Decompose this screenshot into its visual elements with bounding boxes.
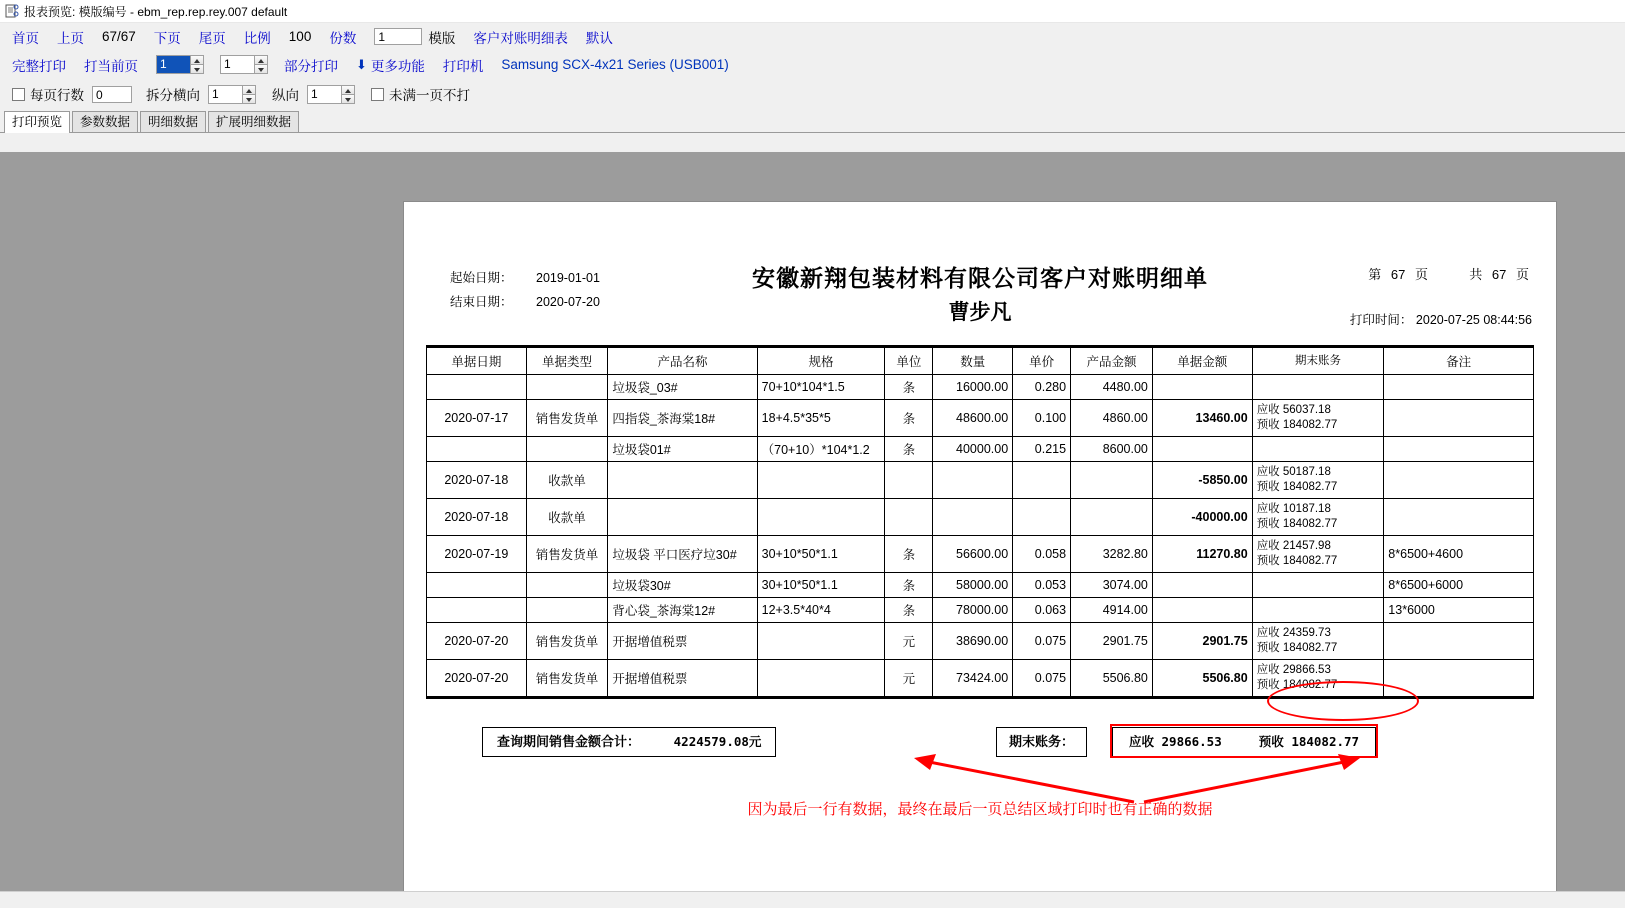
cell-unit: 条	[885, 400, 933, 437]
last-page-button[interactable]: 尾页	[198, 30, 226, 46]
col-date: 单据日期	[427, 347, 527, 375]
col-qty: 数量	[933, 347, 1013, 375]
report-page	[404, 202, 1556, 908]
cell-product: 垃圾袋 平口医疗垃30#	[608, 536, 757, 573]
cell-unit: 条	[885, 573, 933, 598]
col-price: 单价	[1013, 347, 1071, 375]
cell-qty	[933, 499, 1013, 536]
cell-amount: 8600.00	[1071, 437, 1153, 462]
cell-qty: 58000.00	[933, 573, 1013, 598]
cell-product: 垃圾袋30#	[608, 573, 757, 598]
col-product: 产品名称	[608, 347, 757, 375]
first-page-button[interactable]: 首页	[12, 30, 39, 46]
report-table	[426, 345, 1534, 699]
cell-price: 0.075	[1013, 660, 1071, 698]
cell-amount: 3074.00	[1071, 573, 1153, 598]
cell-doc-type: 销售发货单	[526, 536, 608, 573]
col-spec: 规格	[757, 347, 885, 375]
table-row	[427, 437, 1534, 462]
cell-date	[427, 598, 527, 623]
cell-balance	[1252, 499, 1384, 536]
tab-bar	[0, 109, 1625, 133]
no-print-partial-checkbox[interactable]	[371, 84, 470, 104]
cell-note: 13*6000	[1384, 598, 1534, 623]
cell-balance	[1252, 375, 1384, 400]
cell-doc-type	[526, 598, 608, 623]
cell-note: 8*6500+4600	[1384, 536, 1534, 573]
balance-receivable: 应收 24359.73	[1256, 627, 1331, 639]
cell-balance	[1252, 437, 1384, 462]
tab-extended-detail-data[interactable]: 扩展明细数据	[208, 111, 299, 132]
cell-amount: 4480.00	[1071, 375, 1153, 400]
cell-amount	[1071, 499, 1153, 536]
cell-doc-amount: -40000.00	[1152, 499, 1252, 536]
cell-doc-amount	[1152, 437, 1252, 462]
cell-qty: 48600.00	[933, 400, 1013, 437]
table-row	[427, 499, 1534, 536]
cell-qty: 56600.00	[933, 536, 1013, 573]
cell-note	[1384, 623, 1534, 660]
end-date-label: 结束日期：	[450, 295, 513, 309]
prev-page-button[interactable]: 上页	[57, 30, 84, 46]
cell-doc-amount: 5506.80	[1152, 660, 1252, 698]
col-doc-amount: 单据金额	[1152, 347, 1252, 375]
template-label: 模版	[428, 30, 456, 46]
template-default[interactable]: 默认	[585, 30, 613, 46]
vertical-stepper[interactable]	[307, 85, 355, 104]
closing-prepaid: 预收 184082.77	[1258, 734, 1360, 749]
cell-unit	[885, 499, 933, 536]
cell-doc-amount: 13460.00	[1152, 400, 1252, 437]
range-from-down-icon[interactable]	[190, 64, 204, 74]
no-print-partial-label: 未满一页不打	[389, 88, 470, 103]
balance-receivable: 应收 21457.98	[1256, 540, 1331, 552]
table-row	[427, 536, 1534, 573]
cell-price	[1013, 462, 1071, 499]
cell-product: 四指袋_茶海棠18#	[608, 400, 757, 437]
total-pages: 67	[1491, 267, 1507, 282]
cell-price	[1013, 499, 1071, 536]
start-date-label: 起始日期：	[450, 271, 513, 285]
horizontal-scrollbar[interactable]	[0, 891, 1625, 908]
range-to-spin-buttons[interactable]	[254, 55, 268, 74]
cell-product: 垃圾袋_03#	[608, 375, 757, 400]
rows-per-page-checkbox[interactable]	[12, 84, 84, 104]
end-date-value: 2020-07-20	[536, 295, 600, 309]
cell-amount: 4914.00	[1071, 598, 1153, 623]
cell-doc-amount: 11270.80	[1152, 536, 1252, 573]
print-time-block	[1350, 310, 1532, 328]
col-balance: 期末账务	[1252, 347, 1384, 375]
page-prefix: 第	[1368, 267, 1382, 282]
cell-spec: 12+3.5*40*4	[757, 598, 885, 623]
print-current-page-button[interactable]: 打当前页	[84, 58, 138, 74]
cell-unit: 条	[885, 437, 933, 462]
closing-balance-label: 期末账务：	[996, 727, 1087, 757]
table-row	[427, 400, 1534, 437]
cell-product	[608, 499, 757, 536]
cell-date: 2020-07-20	[427, 623, 527, 660]
cell-qty: 38690.00	[933, 623, 1013, 660]
cell-spec: 70+10*104*1.5	[757, 375, 885, 400]
balance-prepaid: 预收 184082.77	[1256, 481, 1338, 493]
cell-date: 2020-07-20	[427, 660, 527, 698]
cell-doc-type	[526, 375, 608, 400]
window-title: 报表预览: 模版编号 - ebm_rep.rep.rey.007 default	[24, 4, 288, 19]
balance-prepaid: 预收 184082.77	[1256, 642, 1338, 654]
split-horizontal-label: 拆分横向	[146, 88, 200, 103]
cell-spec	[757, 462, 885, 499]
cell-note	[1384, 437, 1534, 462]
cell-amount	[1071, 462, 1153, 499]
cell-price: 0.280	[1013, 375, 1071, 400]
range-from-up-icon[interactable]	[190, 55, 204, 64]
scale-label: 比例	[243, 30, 271, 46]
cell-unit: 条	[885, 375, 933, 400]
cell-product: 开据增值税票	[608, 660, 757, 698]
cell-price: 0.063	[1013, 598, 1071, 623]
navigation-toolbar	[0, 23, 1625, 50]
cell-unit	[885, 462, 933, 499]
table-row	[427, 623, 1534, 660]
scale-value[interactable]: 100	[288, 29, 312, 44]
vertical-label: 纵向	[272, 88, 299, 103]
cell-qty: 16000.00	[933, 375, 1013, 400]
cell-amount: 2901.75	[1071, 623, 1153, 660]
cell-note	[1384, 499, 1534, 536]
total-prefix: 共	[1469, 267, 1483, 282]
balance-prepaid: 预收 184082.77	[1256, 679, 1338, 691]
table-row	[427, 598, 1534, 623]
total-unit: 页	[1515, 267, 1529, 282]
layout-toolbar	[0, 79, 1625, 109]
cell-price: 0.058	[1013, 536, 1071, 573]
col-unit: 单位	[885, 347, 933, 375]
tab-print-preview[interactable]: 打印预览	[4, 111, 70, 133]
vertical-up-icon[interactable]	[341, 85, 355, 94]
cell-doc-type	[526, 437, 608, 462]
template-name[interactable]: 客户对账明细表	[473, 30, 568, 46]
cell-balance	[1252, 400, 1384, 437]
cell-spec	[757, 660, 885, 698]
more-functions-button[interactable]: 更多功能	[370, 58, 425, 74]
cell-doc-amount	[1152, 573, 1252, 598]
print-time-value: 2020-07-25 08:44:56	[1415, 313, 1532, 327]
annotation-text: 因为最后一行有数据，最终在最后一页总结区域打印时也有正确的数据	[747, 801, 1213, 818]
cell-doc-type: 销售发货单	[526, 660, 608, 698]
cell-price: 0.075	[1013, 623, 1071, 660]
balance-prepaid: 预收 184082.77	[1256, 518, 1338, 530]
table-row	[427, 375, 1534, 400]
cell-unit: 条	[885, 536, 933, 573]
sales-total-value: 4224579.08元	[673, 734, 762, 749]
table-row	[427, 462, 1534, 499]
cell-date	[427, 573, 527, 598]
cell-spec: 30+10*50*1.1	[757, 573, 885, 598]
rows-per-page-input[interactable]: 0	[92, 86, 132, 103]
cell-qty: 73424.00	[933, 660, 1013, 698]
cell-qty	[933, 462, 1013, 499]
printer-name[interactable]: Samsung SCX-4x21 Series (USB001)	[501, 57, 729, 72]
table-header-row	[427, 347, 1534, 375]
cell-doc-type: 收款单	[526, 499, 608, 536]
cell-balance	[1252, 623, 1384, 660]
cell-date: 2020-07-17	[427, 400, 527, 437]
cell-qty: 40000.00	[933, 437, 1013, 462]
tab-detail-data[interactable]: 明细数据	[140, 111, 206, 132]
document-title: 安徽新翔包装材料有限公司客户对账明细单	[752, 265, 1208, 292]
sales-total-box	[482, 727, 776, 757]
cell-product: 背心袋_茶海棠12#	[608, 598, 757, 623]
cell-doc-type: 收款单	[526, 462, 608, 499]
full-print-button[interactable]: 完整打印	[12, 58, 66, 74]
page-counter	[1365, 264, 1532, 283]
cell-doc-type: 销售发货单	[526, 623, 608, 660]
cell-spec	[757, 499, 885, 536]
cell-doc-amount: -5850.00	[1152, 462, 1252, 499]
cell-date	[427, 375, 527, 400]
split-horizontal-stepper[interactable]	[208, 85, 256, 104]
col-doc-type: 单据类型	[526, 347, 608, 375]
cell-unit: 元	[885, 623, 933, 660]
cell-balance	[1252, 536, 1384, 573]
cell-price: 0.053	[1013, 573, 1071, 598]
vertical-input[interactable]: 1	[307, 85, 341, 104]
cell-doc-type: 销售发货单	[526, 400, 608, 437]
cell-note: 8*6500+6000	[1384, 573, 1534, 598]
highlight-ellipse	[1267, 681, 1419, 721]
balance-receivable: 应收 56037.18	[1256, 404, 1331, 416]
chevron-down-icon[interactable]: ⬇	[356, 56, 367, 72]
vertical-down-icon[interactable]	[341, 94, 355, 104]
range-to-input[interactable]: 1	[220, 55, 254, 74]
cell-qty: 78000.00	[933, 598, 1013, 623]
cell-note	[1384, 400, 1534, 437]
cell-price: 0.215	[1013, 437, 1071, 462]
page-number: 67	[1390, 267, 1406, 282]
vertical-spin-buttons[interactable]	[341, 85, 355, 104]
cell-spec: 30+10*50*1.1	[757, 536, 885, 573]
report-preview-icon	[4, 3, 20, 19]
cell-product: 垃圾袋01#	[608, 437, 757, 462]
next-page-button[interactable]: 下页	[153, 30, 181, 46]
cell-spec: （70+10）*104*1.2	[757, 437, 885, 462]
cell-date: 2020-07-18	[427, 462, 527, 499]
checkbox-icon[interactable]	[371, 88, 384, 101]
col-amount: 产品金额	[1071, 347, 1153, 375]
copies-input[interactable]: 1	[374, 28, 422, 45]
table-row	[427, 573, 1534, 598]
balance-receivable: 应收 10187.18	[1256, 503, 1331, 515]
cell-date: 2020-07-19	[427, 536, 527, 573]
range-from-input[interactable]: 1	[156, 55, 190, 74]
split-horizontal-spin-buttons[interactable]	[242, 85, 256, 104]
balance-receivable: 应收 50187.18	[1256, 466, 1331, 478]
print-time-label: 打印时间：	[1349, 313, 1413, 327]
cell-balance	[1252, 462, 1384, 499]
split-horizontal-input[interactable]: 1	[208, 85, 242, 104]
cell-note	[1384, 462, 1534, 499]
printer-label: 打印机	[442, 58, 484, 74]
range-from-spin-buttons[interactable]	[190, 55, 204, 74]
cell-product: 开据增值税票	[608, 623, 757, 660]
closing-receivable: 应收 29866.53	[1129, 734, 1222, 749]
split-up-icon[interactable]	[242, 85, 256, 94]
sales-total-label: 查询期间销售金额合计：	[497, 734, 641, 749]
cell-doc-type	[526, 573, 608, 598]
cell-doc-amount	[1152, 598, 1252, 623]
balance-prepaid: 预收 184082.77	[1256, 555, 1338, 567]
cell-amount: 5506.80	[1071, 660, 1153, 698]
split-down-icon[interactable]	[242, 94, 256, 104]
cell-balance	[1252, 573, 1384, 598]
range-to-up-icon[interactable]	[254, 55, 268, 64]
cell-date	[427, 437, 527, 462]
cell-doc-amount: 2901.75	[1152, 623, 1252, 660]
cell-spec	[757, 623, 885, 660]
cell-amount: 4860.00	[1071, 400, 1153, 437]
cell-price: 0.100	[1013, 400, 1071, 437]
cell-date: 2020-07-18	[427, 499, 527, 536]
cell-unit: 条	[885, 598, 933, 623]
checkbox-icon[interactable]	[12, 88, 25, 101]
page-indicator: 67/67	[102, 29, 136, 44]
copies-label: 份数	[329, 30, 357, 46]
col-note: 备注	[1384, 347, 1534, 375]
window-titlebar	[0, 0, 1625, 23]
partial-print-button[interactable]: 部分打印	[284, 58, 338, 74]
cell-note	[1384, 375, 1534, 400]
cell-spec: 18+4.5*35*5	[757, 400, 885, 437]
range-to-stepper[interactable]	[220, 55, 268, 74]
cell-product	[608, 462, 757, 499]
customer-name: 曹步凡	[948, 299, 1012, 324]
range-from-stepper[interactable]	[156, 55, 204, 74]
tab-parameter-data[interactable]: 参数数据	[72, 111, 138, 132]
range-to-down-icon[interactable]	[254, 64, 268, 74]
balance-prepaid: 预收 184082.77	[1256, 419, 1338, 431]
page-unit: 页	[1414, 267, 1428, 282]
preview-canvas[interactable]	[0, 152, 1625, 908]
rows-per-page-label: 每页行数	[30, 88, 84, 103]
cell-unit: 元	[885, 660, 933, 698]
cell-amount: 3282.80	[1071, 536, 1153, 573]
print-toolbar	[0, 50, 1625, 79]
balance-receivable: 应收 29866.53	[1256, 664, 1331, 676]
start-date-value: 2019-01-01	[536, 271, 600, 285]
cell-doc-amount	[1152, 375, 1252, 400]
cell-balance	[1252, 598, 1384, 623]
